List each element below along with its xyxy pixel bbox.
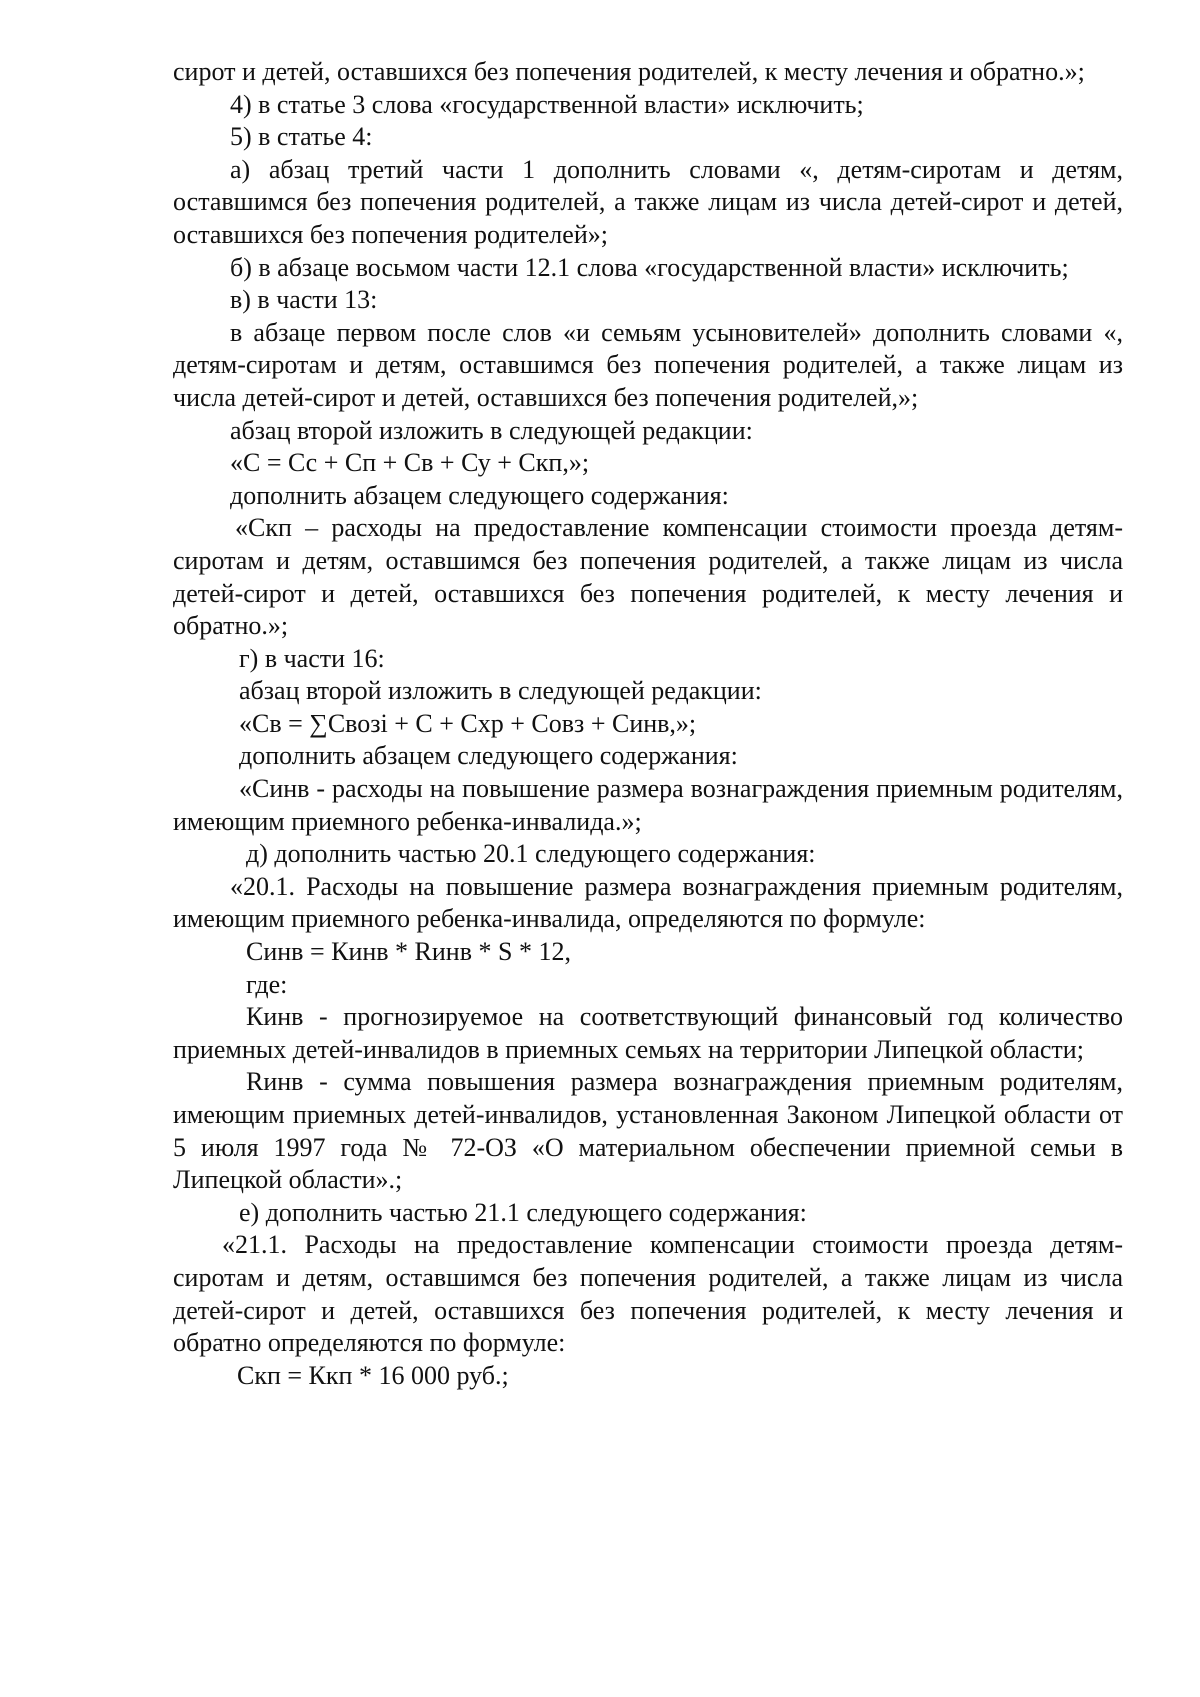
- paragraph-subitem-d: д) дополнить частью 20.1 следующего содержания:: [246, 839, 816, 869]
- paragraph-text: «Скп – расходы на предоставление компенсации стоимости проезда детям-сиротам и детям, оставшимся без попечения родителей, а также лицам из числа детей-сирот и детей, оставшихся без попечения родителей, к месту лечения и обратно.»;: [173, 513, 1123, 641]
- paragraph-subitem-e: е) дополнить частью 21.1 следующего содержания:: [239, 1197, 807, 1227]
- paragraph-text: абзац второй изложить в следующей редакции:: [230, 415, 753, 445]
- paragraph-text: «20.1. Расходы на повышение размера вознаграждения приемным родителям, имеющим приемного ребенка-инвалида, определяются по формуле:: [173, 871, 1123, 934]
- paragraph-subitem-v: в) в части 13:: [230, 285, 378, 315]
- paragraph-text: «21.1. Расходы на предоставление компенсации стоимости проезда детям-сиротам и детям, оставшимся без попечения родителей, а также лицам из числа детей-сирот и детей, оставшихся без попечения родителей, к месту лечения и обратно определяются по формуле:: [173, 1230, 1123, 1358]
- document-body: [173, 56, 1123, 1392]
- paragraph-item-5: 5) в статье 4:: [230, 122, 373, 152]
- paragraph-formula: Скп = Ккп * 16 000 руб.;: [237, 1360, 509, 1390]
- paragraph-formula: «С = Сс + Сп + Св + Су + Скп,»;: [230, 448, 590, 478]
- paragraph-text: Кинв - прогнозируемое на соответствующий финансовый год количество приемных детей-инвалидов в приемных семьях на территории Липецкой области;: [173, 1002, 1123, 1064]
- paragraph-text: абзац второй изложить в следующей редакции:: [239, 676, 762, 706]
- paragraph-item-4: 4) в статье 3 слова «государственной власти» исключить;: [230, 89, 864, 119]
- paragraph-text: дополнить абзацем следующего содержания:: [230, 480, 729, 510]
- paragraph-subitem-a: а) абзац третий части 1 дополнить словами «, детям-сиротам и детям, оставшимся без попечения родителей, а также лицам из числа детей-сирот и детей, оставшихся без попечения родителей»;: [173, 154, 1123, 249]
- paragraph-text: где:: [246, 969, 288, 999]
- paragraph-text: Rинв - сумма повышения размера вознаграждения приемным родителям, имеющим приемных детей-инвалидов, установленная Законом Липецкой области от 5 июля 1997 года № 72-ОЗ «О материальном обеспечении приемной семьи в Липецкой области».;: [173, 1067, 1123, 1195]
- paragraph-subitem-g: г) в части 16:: [239, 643, 385, 673]
- paragraph-formula: «Св = ∑Свозi + С + Схр + Совз + Синв,»;: [239, 708, 697, 738]
- paragraph-subitem-b: б) в абзаце восьмом части 12.1 слова «государственной власти» исключить;: [230, 252, 1069, 282]
- paragraph-text: в абзаце первом после слов «и семьям усыновителей» дополнить словами «, детям-сиротам и детям, оставшимся без попечения родителей, а также лицам из числа детей-сирот и детей, оставшихся без попечения родителей,»;: [173, 317, 1123, 412]
- paragraph-text: «Синв - расходы на повышение размера вознаграждения приемным родителям, имеющим приемного ребенка-инвалида.»;: [173, 774, 1123, 836]
- paragraph-continuation: сирот и детей, оставшихся без попечения родителей, к месту лечения и обратно.»;: [173, 57, 1085, 86]
- paragraph-text: дополнить абзацем следующего содержания:: [239, 741, 738, 771]
- paragraph-formula: Синв = Кинв * Rинв * S * 12,: [246, 937, 571, 967]
